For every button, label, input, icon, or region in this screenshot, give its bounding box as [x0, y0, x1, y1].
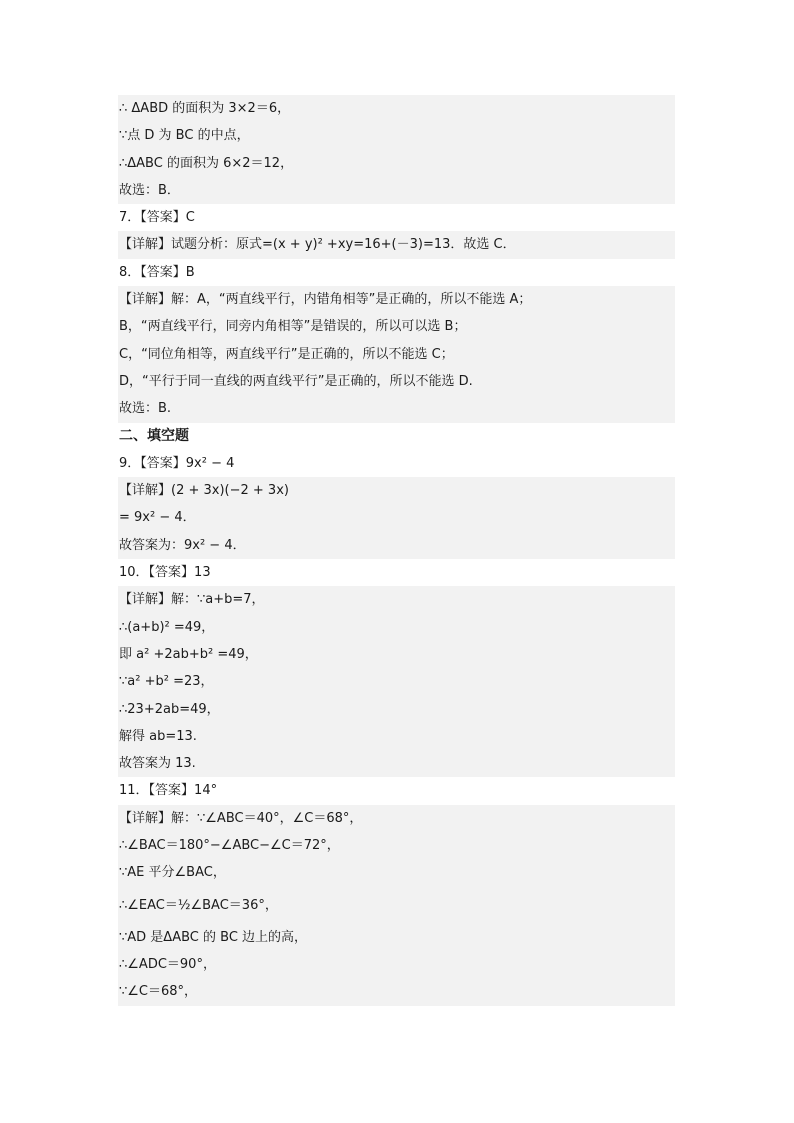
text-line-15: 【详解】(2 + 3x)(−2 + 3x)	[118, 477, 675, 504]
text-line-8: 【详解】解：A，“两直线平行，内错角相等”是正确的，所以不能选 A；	[118, 286, 675, 313]
text-line-2: ∵点 D 为 BC 的中点，	[118, 122, 675, 149]
text-line-17: 故答案为：9x² − 4．	[118, 532, 675, 559]
text-line-4: 故选：B．	[118, 177, 675, 204]
text-line-6: 【详解】试题分析：原式=(x + y)² +xy=16+(－3)=13．故选 C．	[118, 231, 675, 258]
text-line-33: ∵∠C＝68°，	[118, 978, 675, 1005]
text-line-21: 即 a² +2ab+b² =49，	[118, 641, 675, 668]
answer-line-9: 9．【答案】9x² − 4	[119, 455, 235, 471]
text-line-20: ∴(a+b)² =49，	[118, 614, 675, 641]
text-line-22: ∵a² +b² =23，	[118, 668, 675, 695]
text-line-29: ∵AE 平分∠BAC，	[118, 859, 675, 886]
text-line-25: 故答案为 13.	[118, 750, 675, 777]
text-line-30: ∴∠EAC＝½∠BAC＝36°，	[118, 887, 675, 924]
answer-line-8: 8．【答案】B	[119, 264, 195, 280]
text-line-10: C，“同位角相等，两直线平行”是正确的，所以不能选 C；	[118, 341, 675, 368]
text-line-24: 解得 ab=13.	[118, 723, 675, 750]
text-line-19: 【详解】解：∵a+b=7，	[118, 586, 675, 613]
text-line-28: ∴∠BAC＝180°−∠ABC−∠C＝72°，	[118, 832, 675, 859]
answer-line-11: 11．【答案】14°	[119, 783, 218, 799]
answer-line-10: 10．【答案】13	[119, 565, 211, 581]
text-line-1: ∴ ΔABD 的面积为 3×2＝6，	[118, 95, 675, 122]
text-line-23: ∴23+2ab=49，	[118, 696, 675, 723]
section-heading: 二、填空题	[119, 427, 189, 444]
text-line-32: ∴∠ADC＝90°，	[118, 951, 675, 978]
text-line-16: = 9x² − 4．	[118, 504, 675, 531]
text-line-31: ∵AD 是ΔABC 的 BC 边上的高，	[118, 924, 675, 951]
text-line-27: 【详解】解：∵∠ABC＝40°，∠C＝68°，	[118, 805, 675, 832]
text-line-11: D，“平行于同一直线的两直线平行”是正确的，所以不能选 D.	[118, 368, 675, 395]
answer-line-7: 7．【答案】C	[119, 210, 195, 226]
text-line-12: 故选：B.	[118, 395, 675, 422]
document-body	[118, 95, 675, 1006]
text-line-3: ∴ΔABC 的面积为 6×2＝12，	[118, 150, 675, 177]
text-line-9: B，“两直线平行，同旁内角相等”是错误的，所以可以选 B；	[118, 313, 675, 340]
